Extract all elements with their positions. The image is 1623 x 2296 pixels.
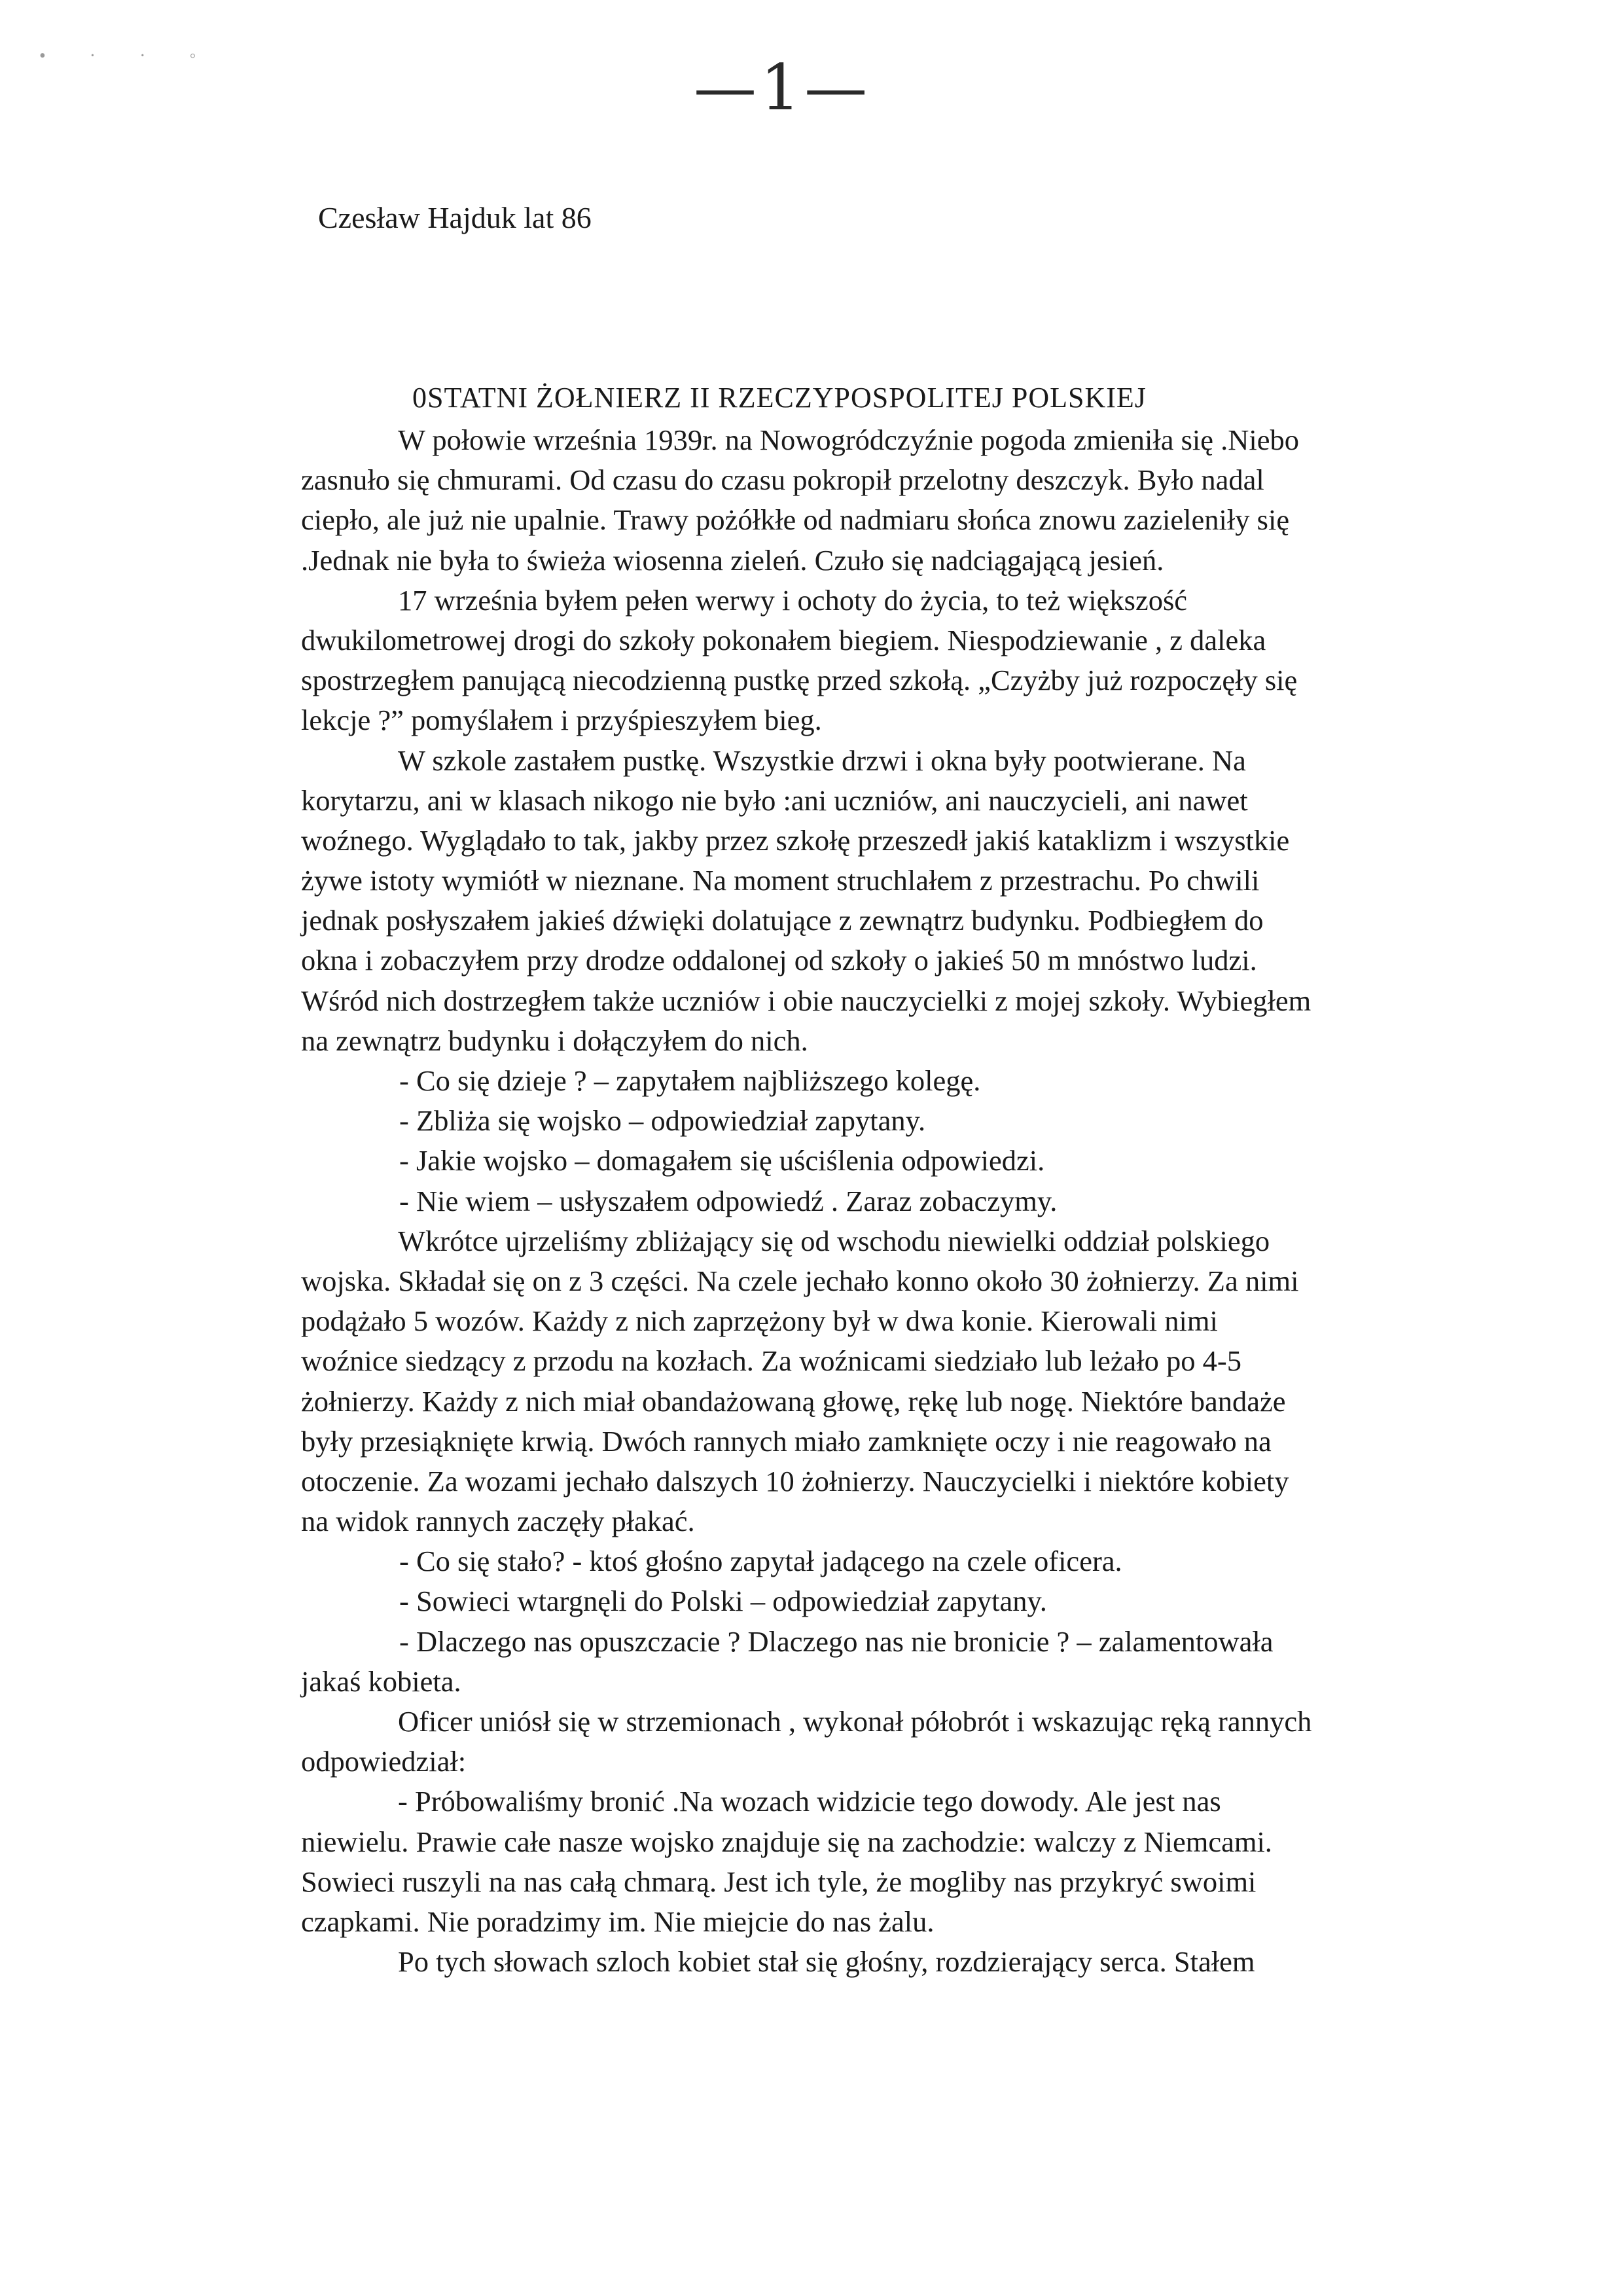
text-line: podążało 5 wozów. Każdy z nich zaprzężony był w dwa konie. Kierowali nimi — [301, 1304, 1218, 1338]
text-line: woźnego. Wyglądało to tak, jakby przez szkołę przeszedł jakiś kataklizm i wszystkie — [301, 823, 1290, 857]
text-line: - Próbowaliśmy bronić .Na wozach widzicie tego dowody. Ale jest nas — [398, 1785, 1221, 1818]
dialog-line: - Co się dzieje ? – zapytałem najbliższego kolegę. — [399, 1064, 981, 1097]
text-line: wojska. Składał się on z 3 części. Na czele jechało konno około 30 żołnierzy. Za nimi — [301, 1264, 1299, 1297]
text-line: Sowieci ruszyli na nas całą chmarą. Jest ich tyle, że mogliby nas przykryć swoimi — [301, 1865, 1257, 1898]
text-line: jednak posłyszałem jakieś dźwięki dolatujące z zewnątrz budynku. Podbiegłem do — [301, 904, 1264, 937]
text-line: Po tych słowach szloch kobiet stał się głośny, rozdzierający serca. Stałem — [398, 1945, 1255, 1979]
text-line: .Jednak nie była to świeża wiosenna zieleń. Czuło się nadciągającą jesień. — [301, 543, 1164, 577]
text-line: okna i zobaczyłem przy drodze oddalonej od szkoły o jakieś 50 m mnóstwo ludzi. — [301, 944, 1257, 977]
dialog-line: - Nie wiem – usłyszałem odpowiedź . Zaraz zobaczymy. — [399, 1184, 1058, 1217]
dialog-line: - Co się stało? - ktoś głośno zapytał jadącego na czele oficera. — [399, 1545, 1122, 1578]
text-line: Oficer uniósł się w strzemionach , wykonał półobrót i wskazując ręką rannych — [398, 1705, 1312, 1738]
text-line: Wkrótce ujrzeliśmy zbliżający się od wschodu niewielki oddział polskiego — [398, 1224, 1270, 1257]
text-line: dwukilometrowej drogi do szkoły pokonałem biegiem. Niespodziewanie , z daleka — [301, 623, 1266, 656]
dialog-line: - Jakie wojsko – domagałem się uściślenia odpowiedzi. — [399, 1144, 1045, 1177]
text-line: na widok rannych zaczęły płakać. — [301, 1505, 695, 1538]
text-line: zasnuło się chmurami. Od czasu do czasu pokropił przelotny deszczyk. Było nadal — [301, 463, 1264, 497]
dialog-line: - Dlaczego nas opuszczacie ? Dlaczego nas nie bronicie ? – zalamentowała — [399, 1624, 1274, 1658]
text-line: woźnice siedzący z przodu na kozłach. Za woźnicami siedziało lub leżało po 4-5 — [301, 1344, 1241, 1378]
document-title: 0STATNI ŻOŁNIERZ II RZECZYPOSPOLITEJ POLSKIEJ — [412, 382, 1147, 414]
text-line: czapkami. Nie poradzimy im. Nie miejcie do nas żalu. — [301, 1905, 935, 1938]
document-body — [301, 420, 1427, 1982]
scan-specks: • · · ◦ — [39, 46, 216, 66]
text-line: odpowiedział: — [301, 1745, 467, 1778]
text-line: żołnierzy. Każdy z nich miał obandażowaną głowę, rękę lub nogę. Niektóre bandaże — [301, 1384, 1286, 1418]
text-line: na zewnątrz budynku i dołączyłem do nich. — [301, 1024, 808, 1057]
dialog-line: - Sowieci wtargnęli do Polski – odpowiedział zapytany. — [399, 1585, 1047, 1618]
text-line: jakaś kobieta. — [301, 1664, 461, 1698]
text-line: niewielu. Prawie całe nasze wojsko znajduje się na zachodzie: walczy z Niemcami. — [301, 1825, 1272, 1858]
text-line: żywe istoty wymiótł w nieznane. Na moment struchlałem z przestrachu. Po chwili — [301, 864, 1260, 897]
text-line: otoczenie. Za wozami jechało dalszych 10 żołnierzy. Nauczycielki i niektóre kobiety — [301, 1464, 1289, 1498]
text-line: W szkole zastałem pustkę. Wszystkie drzwi i okna były pootwierane. Na — [398, 744, 1246, 777]
text-line: W połowie września 1939r. na Nowogródczyźnie pogoda zmieniła się .Niebo — [398, 423, 1300, 456]
author-line: Czesław Hajduk lat 86 — [318, 201, 592, 234]
text-line: ciepło, ale już nie upalnie. Trawy pożółkłe od nadmiaru słońca znowu zazieleniły się — [301, 503, 1290, 537]
page-number: —1— — [694, 51, 872, 124]
text-line: korytarzu, ani w klasach nikogo nie było :ani uczniów, ani nauczycieli, ani nawet — [301, 783, 1248, 817]
text-line: Wśród nich dostrzegłem także uczniów i obie nauczycielki z mojej szkoły. Wybiegłem — [301, 984, 1311, 1017]
text-line: były przesiąknięte krwią. Dwóch rannych miało zamknięte oczy i nie reagowało na — [301, 1424, 1272, 1458]
text-line: 17 września byłem pełen werwy i ochoty do życia, to też większość — [398, 583, 1188, 617]
text-line: spostrzegłem panującą niecodzienną pustkę przed szkołą. „Czyżby już rozpoczęły się — [301, 664, 1298, 697]
text-line: lekcje ?” pomyślałem i przyśpieszyłem bieg. — [301, 704, 822, 737]
dialog-line: - Zbliża się wojsko – odpowiedział zapytany. — [399, 1104, 926, 1138]
